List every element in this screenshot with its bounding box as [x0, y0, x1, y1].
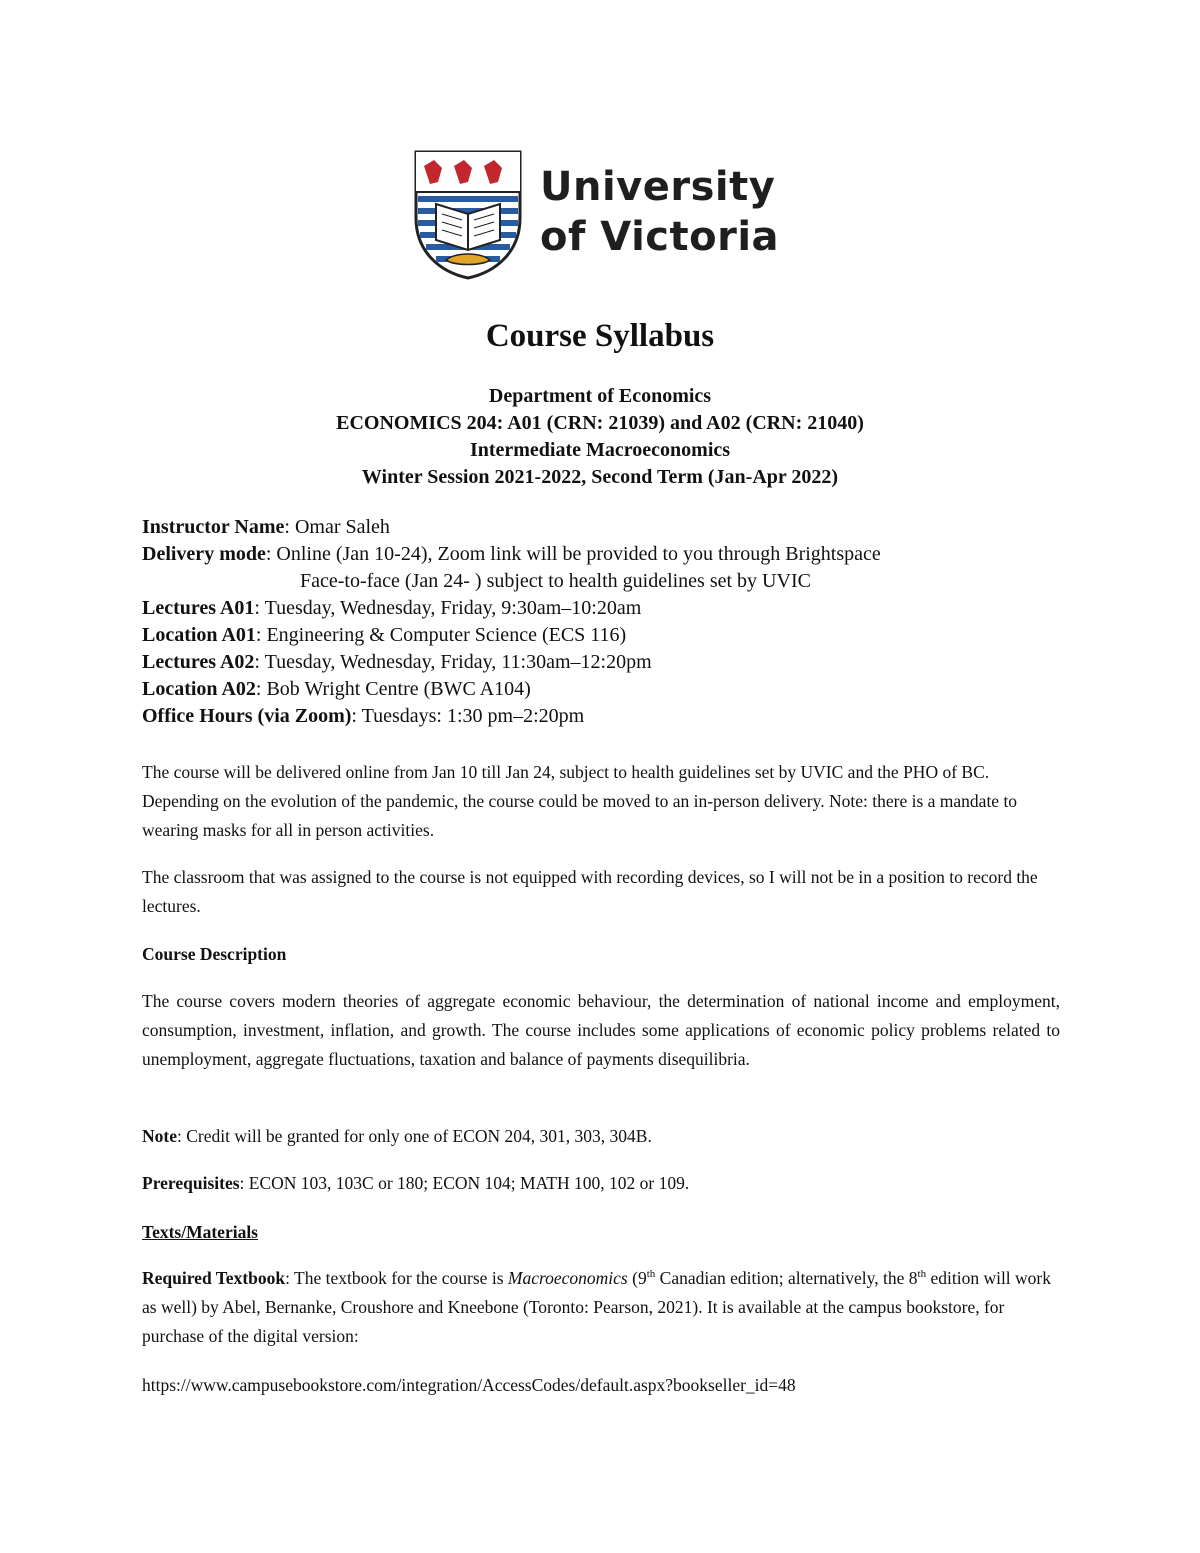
delivery-value: : Online (Jan 10-24), Zoom link will be provided to you through Brightspace [265, 543, 881, 565]
course-description-paragraph [142, 987, 1060, 1074]
textbook-text-3: Canadian edition; alternatively, the 8 [655, 1268, 918, 1288]
location-a02-value: : Bob Wright Centre (BWC A104) [255, 678, 531, 700]
location-a01-row [142, 622, 881, 649]
department-line: Department of Economics [488, 385, 712, 407]
lectures-a01-row [142, 595, 881, 622]
texts-materials-heading: Texts/Materials [142, 1222, 258, 1242]
course-description-heading: Course Description [142, 944, 287, 964]
instructor-row [142, 514, 881, 541]
instructor-value: : Omar Saleh [284, 516, 390, 538]
course-description-text: The course covers modern theories of aggregate economic behaviour, the determination of national income and employment, consumption, investment, inflation, and growth. The course includes some applications of economic policy problems related to unemployment, aggregate fluctuations, taxation and balance of payments disequilibria. [142, 991, 1060, 1069]
course-description-heading-block [142, 940, 1060, 969]
prerequisites-paragraph [142, 1169, 1060, 1198]
lectures-a02-value: : Tuesday, Wednesday, Friday, 11:30am–12:20pm [254, 651, 652, 673]
page-title: Course Syllabus [485, 318, 715, 354]
location-a01-value: : Engineering & Computer Science (ECS 116) [255, 624, 627, 646]
textbook-text-2: (9 [627, 1268, 647, 1288]
office-hours-row [142, 703, 881, 730]
textbook-text-4: edition will work as well) by Abel, Bernanke, Croushore and Kneebone (Toronto: Pearson, 2021). It is available at the campus bookstore, for purchase of the digital version: [142, 1268, 1052, 1346]
lectures-a02-row [142, 649, 881, 676]
superscript-th-2: th [917, 1268, 927, 1281]
bookstore-url-block [142, 1371, 1060, 1400]
location-a02-row [142, 676, 881, 703]
delivery-row-2 [142, 568, 881, 595]
delivery-row [142, 541, 881, 568]
university-logo [412, 148, 792, 280]
crest-icon [412, 148, 524, 280]
delivery-paragraph [142, 758, 1060, 845]
prerequisites-label: Prerequisites [142, 1173, 240, 1193]
texts-materials-heading-block [142, 1218, 1060, 1247]
recording-paragraph [142, 863, 1060, 921]
course-info [142, 514, 881, 730]
textbook-text-1: : The textbook for the course is [285, 1268, 508, 1288]
course-name-line: Intermediate Macroeconomics [469, 439, 731, 461]
location-a01-label: Location A01 [142, 624, 256, 646]
bookstore-url[interactable]: https://www.campusebookstore.com/integration/AccessCodes/default.aspx?bookseller_id=48 [142, 1375, 796, 1395]
note-label: Note [142, 1126, 177, 1146]
lectures-a01-value: : Tuesday, Wednesday, Friday, 9:30am–10:20am [254, 597, 642, 619]
office-hours-value: : Tuesdays: 1:30 pm–2:20pm [351, 705, 585, 727]
delivery-value-2: Face-to-face (Jan 24- ) subject to health guidelines set by UVIC [300, 570, 811, 592]
logo-wordmark [540, 162, 779, 262]
instructor-label: Instructor Name [142, 516, 285, 538]
note-paragraph [142, 1122, 1060, 1151]
prerequisites-text: : ECON 103, 103C or 180; ECON 104; MATH 100, 102 or 109. [239, 1173, 690, 1193]
course-code-line: ECONOMICS 204: A01 (CRN: 21039) and A02 (CRN: 21040) [336, 412, 864, 434]
session-line: Winter Session 2021-2022, Second Term (Jan-Apr 2022) [361, 466, 839, 488]
textbook-label: Required Textbook [142, 1268, 286, 1288]
textbook-paragraph [142, 1264, 1060, 1351]
location-a02-label: Location A02 [142, 678, 256, 700]
logo-line-2: of Victoria [540, 214, 780, 260]
office-hours-label: Office Hours (via Zoom) [142, 705, 352, 727]
logo-line-1: University [540, 164, 776, 210]
delivery-text: The course will be delivered online from Jan 10 till Jan 24, subject to health guidelines set by UVIC and the PHO of BC. Depending on the evolution of the pandemic, the course could be moved to an in-person delivery. Note: there is a mandate to wearing masks for all in person activities. [142, 762, 1018, 840]
lectures-a01-label: Lectures A01 [142, 597, 255, 619]
textbook-title: Macroeconomics [507, 1268, 628, 1288]
lectures-a02-label: Lectures A02 [142, 651, 255, 673]
course-header [0, 383, 1200, 491]
delivery-label: Delivery mode [142, 543, 266, 565]
superscript-th-1: th [646, 1268, 656, 1281]
recording-text: The classroom that was assigned to the course is not equipped with recording devices, so I will not be in a position to record the lectures. [142, 867, 1038, 916]
note-text: : Credit will be granted for only one of ECON 204, 301, 303, 304B. [176, 1126, 652, 1146]
